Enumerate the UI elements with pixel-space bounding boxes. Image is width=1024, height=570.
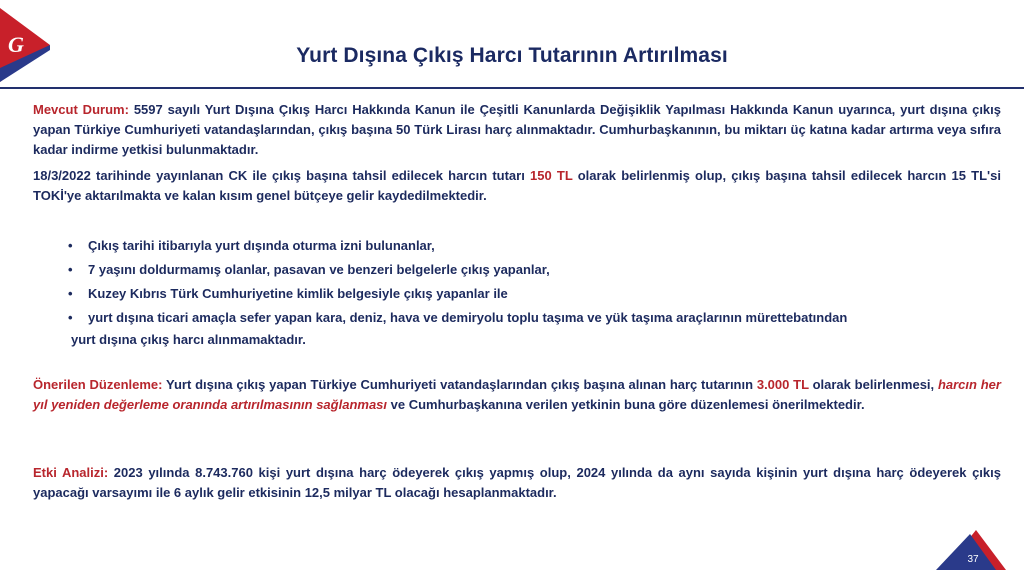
- list-item: • 7 yaşını doldurmamış olanlar, pasavan ve benzeri belgelerle çıkış yapanlar,: [62, 260, 992, 284]
- impact-label: Etki Analizi:: [33, 465, 109, 480]
- proposal-amount: 3.000 TL: [756, 377, 809, 392]
- proposal-text-c: ve Cumhurbaşkanına verilen yetkinin buna göre düzenlemesi önerilmektedir.: [390, 397, 865, 412]
- page-number: 37: [967, 554, 979, 565]
- current-situation-text: 5597 sayılı Yurt Dışına Çıkış Harcı Hakkında Kanun ile Çeşitli Kanunlarda Değişiklik Yapılması Hakkında Kanun uyarınca, yurt dışına çıkış yapan Türkiye Cumhuriyeti vatandaşlarından, çıkış başına 50 Türk Lirası harç alınmaktadır. Cumhurbaşkanının, bu miktarı üç katına kadar artırma veya sıfıra kadar indirme yetkisi bulunmaktadır.: [33, 102, 1001, 157]
- proposal-label: Önerilen Düzenleme:: [33, 377, 163, 392]
- current-situation-label: Mevcut Durum:: [33, 102, 129, 117]
- proposal-italic-highlight: harcın her yıl yeniden değerleme oranında artırılmasının sağlanması: [33, 377, 1001, 412]
- proposal-paragraph: [33, 375, 1001, 415]
- exemption-list: [62, 236, 992, 332]
- logo-letter: G: [8, 32, 24, 57]
- impact-paragraph: [33, 463, 1001, 503]
- ck-text-a: 18/3/2022 tarihinde yayınlanan CK ile çıkış başına tahsil edilecek harcın tutarı: [33, 168, 525, 183]
- page-title: Yurt Dışına Çıkış Harcı Tutarının Artırılması: [296, 44, 728, 67]
- list-item: • Çıkış tarihi itibarıyla yurt dışında oturma izni bulunanlar,: [62, 236, 992, 260]
- ck-text-b: olarak belirlenmiş olup, çıkış başına tahsil edilecek harcın 15 TL'si TOKİ'ye aktarılmakta ve kalan kısım genel bütçeye gelir kaydedilmektedir.: [33, 168, 1001, 203]
- proposal-text-a: Yurt dışına çıkış yapan Türkiye Cumhuriyeti vatandaşlarından çıkış başına alınan harç tutarının: [166, 377, 754, 392]
- current-situation-paragraph: [33, 100, 1001, 160]
- proposal-text-b: olarak belirlenmesi,: [812, 377, 935, 392]
- impact-text: 2023 yılında 8.743.760 kişi yurt dışına harç ödeyerek çıkış yapmış olup, 2024 yılında da aynı sayıda kişinin yurt dışına harç ödeyerek çıkış yapacağı varsayımı ile 6 aylık gelir etkisinin 12,5 milyar TL olacağı hesaplanmaktadır.: [33, 465, 1001, 500]
- list-item: • yurt dışına ticari amaçla sefer yapan kara, deniz, hava ve demiryolu toplu taşıma ve yük taşıma araçlarının mürettebatından: [62, 308, 992, 332]
- title-divider: [0, 87, 1024, 89]
- list-item: • Kuzey Kıbrıs Türk Cumhuriyetine kimlik belgesiyle çıkış yapanlar ile: [62, 284, 992, 308]
- ck-amount-highlight: 150 TL: [530, 168, 573, 183]
- exemption-tail: yurt dışına çıkış harcı alınmamaktadır.: [71, 332, 306, 347]
- ck-paragraph: [33, 166, 1001, 206]
